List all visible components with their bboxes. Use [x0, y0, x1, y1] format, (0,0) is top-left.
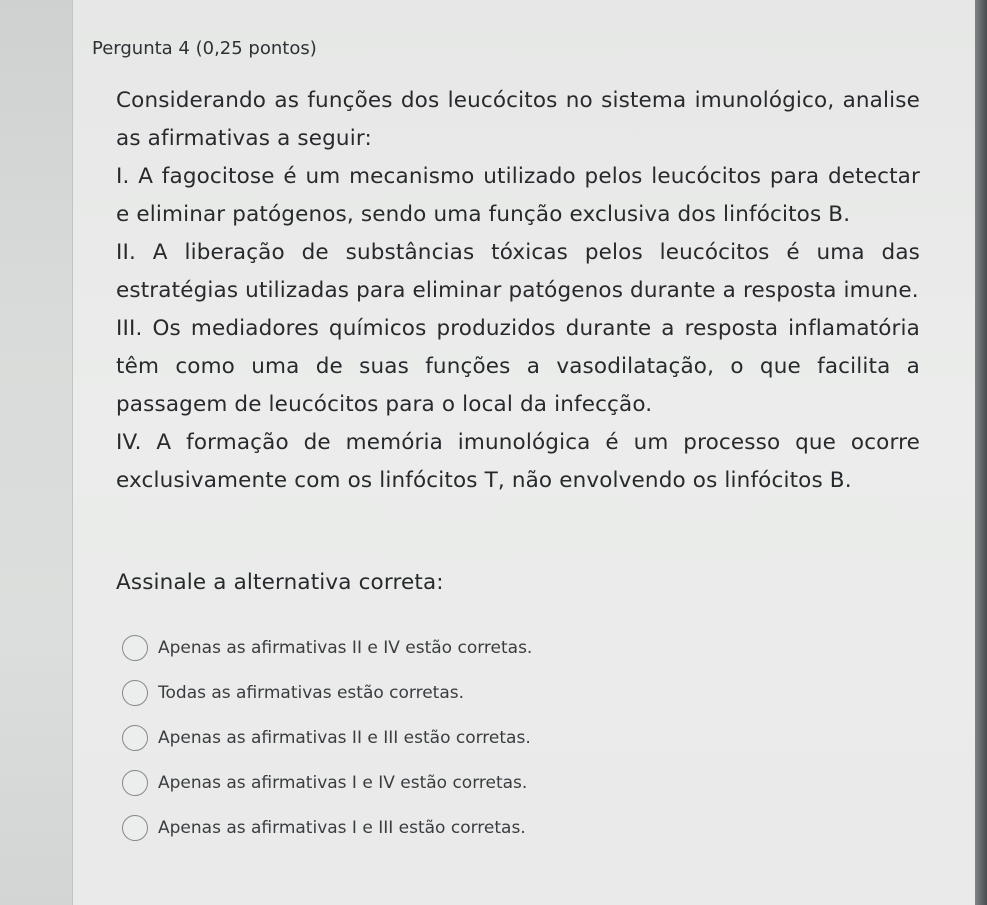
option-4[interactable]	[122, 760, 842, 805]
question-body	[116, 82, 920, 500]
answer-options	[122, 625, 842, 850]
question-intro: Considerando as funções dos leucócitos no sistema imunológico, analise as afirmativas a seguir:	[116, 88, 920, 151]
radio-button[interactable]	[122, 815, 148, 841]
screen-edge	[973, 0, 987, 905]
option-5[interactable]	[122, 805, 842, 850]
statement-1: I. A fagocitose é um mecanismo utilizado pelos leucócitos para detectar e eliminar patógenos, sendo uma função exclusiva dos linfócitos B.	[116, 164, 920, 227]
option-label[interactable]: Apenas as afirmativas I e IV estão corretas.	[158, 772, 528, 793]
answer-prompt: Assinale a alternativa correta:	[116, 570, 444, 595]
option-label[interactable]: Todas as afirmativas estão corretas.	[158, 682, 465, 703]
statement-2: II. A liberação de substâncias tóxicas pelos leucócitos é uma das estratégias utilizadas para eliminar patógenos durante a resposta imune.	[116, 240, 920, 303]
radio-button[interactable]	[122, 725, 148, 751]
option-label[interactable]: Apenas as afirmativas II e III estão corretas.	[158, 727, 531, 748]
statement-3: III. Os mediadores químicos produzidos durante a resposta inflamatória têm como uma de suas funções a vasodilatação, o que facilita a passagem de leucócitos para o local da infecção.	[116, 316, 920, 417]
option-1[interactable]	[122, 625, 842, 670]
statement-4: IV. A formação de memória imunológica é um processo que ocorre exclusivamente com os linfócitos T, não envolvendo os linfócitos B.	[116, 430, 920, 493]
option-label[interactable]: Apenas as afirmativas I e III estão corretas.	[158, 817, 526, 838]
option-label[interactable]: Apenas as afirmativas II e IV estão corretas.	[158, 637, 533, 658]
option-2[interactable]	[122, 670, 842, 715]
radio-button[interactable]	[122, 770, 148, 796]
question-header: Pergunta 4 (0,25 pontos)	[92, 38, 317, 59]
radio-button[interactable]	[122, 635, 148, 661]
radio-button[interactable]	[122, 680, 148, 706]
option-3[interactable]	[122, 715, 842, 760]
